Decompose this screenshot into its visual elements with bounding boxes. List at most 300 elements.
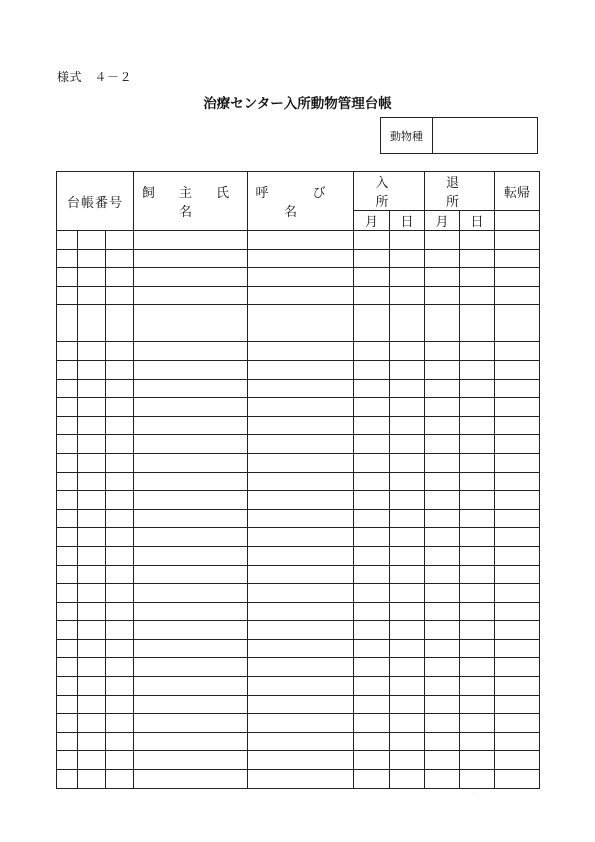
admission-day-cell[interactable] bbox=[390, 379, 425, 398]
admission-day-cell[interactable] bbox=[390, 528, 425, 547]
outcome-cell[interactable] bbox=[495, 360, 540, 379]
discharge-day-cell[interactable] bbox=[460, 453, 495, 472]
outcome-cell[interactable] bbox=[495, 472, 540, 491]
admission-day-cell[interactable] bbox=[390, 472, 425, 491]
ledger-no-cell-3[interactable] bbox=[106, 565, 134, 584]
owner-name-cell[interactable] bbox=[134, 398, 248, 417]
outcome-cell[interactable] bbox=[495, 584, 540, 603]
ledger-no-cell-1[interactable] bbox=[57, 751, 78, 770]
admission-day-cell[interactable] bbox=[390, 584, 425, 603]
discharge-day-cell[interactable] bbox=[460, 695, 495, 714]
ledger-no-cell-2[interactable] bbox=[78, 379, 106, 398]
ledger-no-cell-1[interactable] bbox=[57, 231, 78, 250]
ledger-no-cell-1[interactable] bbox=[57, 491, 78, 510]
nickname-cell[interactable] bbox=[248, 658, 354, 677]
admission-day-cell[interactable] bbox=[390, 342, 425, 361]
ledger-no-cell-2[interactable] bbox=[78, 528, 106, 547]
ledger-no-cell-2[interactable] bbox=[78, 231, 106, 250]
owner-name-cell[interactable] bbox=[134, 379, 248, 398]
ledger-no-cell-2[interactable] bbox=[78, 286, 106, 305]
ledger-no-cell-1[interactable] bbox=[57, 305, 78, 342]
discharge-month-cell[interactable] bbox=[425, 453, 460, 472]
ledger-no-cell-3[interactable] bbox=[106, 286, 134, 305]
header-admission-day: 日 bbox=[390, 211, 425, 231]
admission-month-cell[interactable] bbox=[354, 472, 390, 491]
admission-month-cell[interactable] bbox=[354, 732, 390, 751]
nickname-cell[interactable] bbox=[248, 714, 354, 733]
outcome-cell[interactable] bbox=[495, 602, 540, 621]
ledger-no-cell-1[interactable] bbox=[57, 528, 78, 547]
ledger-no-cell-2[interactable] bbox=[78, 546, 106, 565]
species-field[interactable] bbox=[433, 118, 537, 153]
owner-name-cell[interactable] bbox=[134, 677, 248, 696]
owner-name-cell[interactable] bbox=[134, 732, 248, 751]
admission-month-cell[interactable] bbox=[354, 584, 390, 603]
header-discharge: 退 所 bbox=[425, 172, 495, 211]
admission-month-cell[interactable] bbox=[354, 677, 390, 696]
owner-name-cell[interactable] bbox=[134, 435, 248, 454]
ledger-no-cell-3[interactable] bbox=[106, 360, 134, 379]
ledger-no-cell-3[interactable] bbox=[106, 472, 134, 491]
ledger-no-cell-1[interactable] bbox=[57, 416, 78, 435]
admission-day-cell[interactable] bbox=[390, 751, 425, 770]
outcome-cell[interactable] bbox=[495, 435, 540, 454]
outcome-cell[interactable] bbox=[495, 453, 540, 472]
discharge-month-cell[interactable] bbox=[425, 249, 460, 268]
admission-day-cell[interactable] bbox=[390, 286, 425, 305]
outcome-cell[interactable] bbox=[495, 268, 540, 287]
discharge-month-cell[interactable] bbox=[425, 435, 460, 454]
owner-name-cell[interactable] bbox=[134, 286, 248, 305]
ledger-no-cell-2[interactable] bbox=[78, 472, 106, 491]
owner-name-cell[interactable] bbox=[134, 770, 248, 789]
discharge-month-cell[interactable] bbox=[425, 379, 460, 398]
discharge-day-cell[interactable] bbox=[460, 268, 495, 287]
ledger-no-cell-3[interactable] bbox=[106, 435, 134, 454]
ledger-no-cell-1[interactable] bbox=[57, 268, 78, 287]
ledger-no-cell-1[interactable] bbox=[57, 584, 78, 603]
admission-day-cell[interactable] bbox=[390, 621, 425, 640]
nickname-cell[interactable] bbox=[248, 305, 354, 342]
admission-day-cell[interactable] bbox=[390, 509, 425, 528]
admission-day-cell[interactable] bbox=[390, 491, 425, 510]
ledger-no-cell-1[interactable] bbox=[57, 714, 78, 733]
admission-month-cell[interactable] bbox=[354, 231, 390, 250]
discharge-day-cell[interactable] bbox=[460, 472, 495, 491]
nickname-cell[interactable] bbox=[248, 379, 354, 398]
discharge-day-cell[interactable] bbox=[460, 639, 495, 658]
discharge-month-cell[interactable] bbox=[425, 509, 460, 528]
outcome-cell[interactable] bbox=[495, 695, 540, 714]
owner-name-cell[interactable] bbox=[134, 695, 248, 714]
admission-day-cell[interactable] bbox=[390, 677, 425, 696]
discharge-month-cell[interactable] bbox=[425, 732, 460, 751]
outcome-cell[interactable] bbox=[495, 231, 540, 250]
discharge-day-cell[interactable] bbox=[460, 398, 495, 417]
header-outcome-sub bbox=[495, 211, 540, 231]
discharge-day-cell[interactable] bbox=[460, 509, 495, 528]
admission-month-cell[interactable] bbox=[354, 398, 390, 417]
owner-name-cell[interactable] bbox=[134, 621, 248, 640]
nickname-cell[interactable] bbox=[248, 398, 354, 417]
admission-day-cell[interactable] bbox=[390, 268, 425, 287]
ledger-no-cell-1[interactable] bbox=[57, 695, 78, 714]
discharge-month-cell[interactable] bbox=[425, 770, 460, 789]
ledger-no-cell-1[interactable] bbox=[57, 546, 78, 565]
ledger-no-cell-3[interactable] bbox=[106, 528, 134, 547]
ledger-no-cell-2[interactable] bbox=[78, 584, 106, 603]
nickname-cell[interactable] bbox=[248, 677, 354, 696]
discharge-day-cell[interactable] bbox=[460, 342, 495, 361]
discharge-month-cell[interactable] bbox=[425, 231, 460, 250]
owner-name-cell[interactable] bbox=[134, 509, 248, 528]
admission-day-cell[interactable] bbox=[390, 770, 425, 789]
nickname-cell[interactable] bbox=[248, 249, 354, 268]
owner-name-cell[interactable] bbox=[134, 360, 248, 379]
owner-name-cell[interactable] bbox=[134, 231, 248, 250]
ledger-no-cell-3[interactable] bbox=[106, 677, 134, 696]
owner-name-cell[interactable] bbox=[134, 584, 248, 603]
nickname-cell[interactable] bbox=[248, 360, 354, 379]
admission-day-cell[interactable] bbox=[390, 360, 425, 379]
ledger-no-cell-1[interactable] bbox=[57, 677, 78, 696]
outcome-cell[interactable] bbox=[495, 732, 540, 751]
admission-day-cell[interactable] bbox=[390, 546, 425, 565]
discharge-day-cell[interactable] bbox=[460, 416, 495, 435]
ledger-no-cell-3[interactable] bbox=[106, 732, 134, 751]
nickname-cell[interactable] bbox=[248, 565, 354, 584]
ledger-no-cell-2[interactable] bbox=[78, 342, 106, 361]
owner-name-cell[interactable] bbox=[134, 416, 248, 435]
admission-month-cell[interactable] bbox=[354, 546, 390, 565]
discharge-day-cell[interactable] bbox=[460, 565, 495, 584]
owner-name-cell[interactable] bbox=[134, 658, 248, 677]
nickname-cell[interactable] bbox=[248, 584, 354, 603]
outcome-cell[interactable] bbox=[495, 509, 540, 528]
nickname-cell[interactable] bbox=[248, 416, 354, 435]
ledger-no-cell-3[interactable] bbox=[106, 546, 134, 565]
ledger-no-cell-3[interactable] bbox=[106, 584, 134, 603]
outcome-cell[interactable] bbox=[495, 751, 540, 770]
discharge-day-cell[interactable] bbox=[460, 249, 495, 268]
admission-month-cell[interactable] bbox=[354, 379, 390, 398]
discharge-month-cell[interactable] bbox=[425, 342, 460, 361]
ledger-no-cell-2[interactable] bbox=[78, 602, 106, 621]
nickname-cell[interactable] bbox=[248, 751, 354, 770]
admission-month-cell[interactable] bbox=[354, 305, 390, 342]
ledger-no-cell-2[interactable] bbox=[78, 658, 106, 677]
ledger-no-cell-2[interactable] bbox=[78, 677, 106, 696]
ledger-no-cell-2[interactable] bbox=[78, 268, 106, 287]
admission-month-cell[interactable] bbox=[354, 416, 390, 435]
discharge-month-cell[interactable] bbox=[425, 751, 460, 770]
ledger-no-cell-1[interactable] bbox=[57, 453, 78, 472]
ledger-no-cell-2[interactable] bbox=[78, 639, 106, 658]
ledger-no-cell-3[interactable] bbox=[106, 379, 134, 398]
ledger-no-cell-3[interactable] bbox=[106, 751, 134, 770]
ledger-no-cell-1[interactable] bbox=[57, 379, 78, 398]
admission-day-cell[interactable] bbox=[390, 639, 425, 658]
owner-name-cell[interactable] bbox=[134, 528, 248, 547]
ledger-no-cell-3[interactable] bbox=[106, 658, 134, 677]
discharge-day-cell[interactable] bbox=[460, 658, 495, 677]
ledger-no-cell-1[interactable] bbox=[57, 249, 78, 268]
admission-month-cell[interactable] bbox=[354, 770, 390, 789]
species-box bbox=[380, 117, 538, 154]
admission-month-cell[interactable] bbox=[354, 435, 390, 454]
outcome-cell[interactable] bbox=[495, 677, 540, 696]
nickname-cell[interactable] bbox=[248, 621, 354, 640]
ledger-no-cell-1[interactable] bbox=[57, 342, 78, 361]
ledger-no-cell-2[interactable] bbox=[78, 491, 106, 510]
nickname-cell[interactable] bbox=[248, 546, 354, 565]
discharge-day-cell[interactable] bbox=[460, 584, 495, 603]
ledger-no-cell-3[interactable] bbox=[106, 491, 134, 510]
nickname-cell[interactable] bbox=[248, 732, 354, 751]
outcome-cell[interactable] bbox=[495, 398, 540, 417]
discharge-day-cell[interactable] bbox=[460, 602, 495, 621]
discharge-day-cell[interactable] bbox=[460, 360, 495, 379]
admission-day-cell[interactable] bbox=[390, 231, 425, 250]
nickname-cell[interactable] bbox=[248, 231, 354, 250]
ledger-no-cell-1[interactable] bbox=[57, 658, 78, 677]
admission-day-cell[interactable] bbox=[390, 695, 425, 714]
admission-month-cell[interactable] bbox=[354, 602, 390, 621]
admission-month-cell[interactable] bbox=[354, 342, 390, 361]
admission-day-cell[interactable] bbox=[390, 416, 425, 435]
ledger-no-cell-2[interactable] bbox=[78, 398, 106, 417]
admission-month-cell[interactable] bbox=[354, 453, 390, 472]
outcome-cell[interactable] bbox=[495, 342, 540, 361]
ledger-no-cell-2[interactable] bbox=[78, 305, 106, 342]
owner-name-cell[interactable] bbox=[134, 602, 248, 621]
admission-day-cell[interactable] bbox=[390, 453, 425, 472]
discharge-day-cell[interactable] bbox=[460, 435, 495, 454]
ledger-no-cell-2[interactable] bbox=[78, 360, 106, 379]
nickname-cell[interactable] bbox=[248, 286, 354, 305]
admission-day-cell[interactable] bbox=[390, 398, 425, 417]
admission-day-cell[interactable] bbox=[390, 305, 425, 342]
ledger-no-cell-3[interactable] bbox=[106, 305, 134, 342]
discharge-month-cell[interactable] bbox=[425, 658, 460, 677]
ledger-no-cell-3[interactable] bbox=[106, 714, 134, 733]
owner-name-cell[interactable] bbox=[134, 546, 248, 565]
admission-month-cell[interactable] bbox=[354, 639, 390, 658]
ledger-no-cell-1[interactable] bbox=[57, 472, 78, 491]
outcome-cell[interactable] bbox=[495, 770, 540, 789]
admission-month-cell[interactable] bbox=[354, 714, 390, 733]
ledger-no-cell-1[interactable] bbox=[57, 565, 78, 584]
ledger-no-cell-3[interactable] bbox=[106, 453, 134, 472]
table-row bbox=[57, 621, 540, 640]
admission-month-cell[interactable] bbox=[354, 658, 390, 677]
outcome-cell[interactable] bbox=[495, 621, 540, 640]
owner-name-cell[interactable] bbox=[134, 751, 248, 770]
nickname-cell[interactable] bbox=[248, 491, 354, 510]
discharge-day-cell[interactable] bbox=[460, 286, 495, 305]
discharge-month-cell[interactable] bbox=[425, 695, 460, 714]
discharge-day-cell[interactable] bbox=[460, 751, 495, 770]
ledger-no-cell-2[interactable] bbox=[78, 695, 106, 714]
nickname-cell[interactable] bbox=[248, 528, 354, 547]
nickname-cell[interactable] bbox=[248, 695, 354, 714]
ledger-no-cell-3[interactable] bbox=[106, 770, 134, 789]
discharge-day-cell[interactable] bbox=[460, 621, 495, 640]
discharge-day-cell[interactable] bbox=[460, 379, 495, 398]
discharge-month-cell[interactable] bbox=[425, 268, 460, 287]
admission-month-cell[interactable] bbox=[354, 751, 390, 770]
nickname-cell[interactable] bbox=[248, 435, 354, 454]
ledger-no-cell-2[interactable] bbox=[78, 621, 106, 640]
discharge-month-cell[interactable] bbox=[425, 528, 460, 547]
discharge-day-cell[interactable] bbox=[460, 231, 495, 250]
discharge-month-cell[interactable] bbox=[425, 286, 460, 305]
owner-name-cell[interactable] bbox=[134, 714, 248, 733]
outcome-cell[interactable] bbox=[495, 658, 540, 677]
admission-month-cell[interactable] bbox=[354, 528, 390, 547]
owner-name-cell[interactable] bbox=[134, 268, 248, 287]
admission-day-cell[interactable] bbox=[390, 565, 425, 584]
ledger-no-cell-2[interactable] bbox=[78, 453, 106, 472]
table-row bbox=[57, 509, 540, 528]
admission-day-cell[interactable] bbox=[390, 732, 425, 751]
owner-name-cell[interactable] bbox=[134, 453, 248, 472]
discharge-day-cell[interactable] bbox=[460, 305, 495, 342]
ledger-no-cell-2[interactable] bbox=[78, 249, 106, 268]
discharge-month-cell[interactable] bbox=[425, 491, 460, 510]
outcome-cell[interactable] bbox=[495, 286, 540, 305]
ledger-no-cell-2[interactable] bbox=[78, 435, 106, 454]
admission-day-cell[interactable] bbox=[390, 714, 425, 733]
admission-month-cell[interactable] bbox=[354, 268, 390, 287]
owner-name-cell[interactable] bbox=[134, 305, 248, 342]
discharge-month-cell[interactable] bbox=[425, 416, 460, 435]
owner-name-cell[interactable] bbox=[134, 342, 248, 361]
ledger-no-cell-1[interactable] bbox=[57, 509, 78, 528]
nickname-cell[interactable] bbox=[248, 268, 354, 287]
owner-name-cell[interactable] bbox=[134, 639, 248, 658]
admission-month-cell[interactable] bbox=[354, 249, 390, 268]
ledger-no-cell-3[interactable] bbox=[106, 695, 134, 714]
discharge-month-cell[interactable] bbox=[425, 360, 460, 379]
ledger-no-cell-1[interactable] bbox=[57, 602, 78, 621]
nickname-cell[interactable] bbox=[248, 509, 354, 528]
nickname-cell[interactable] bbox=[248, 602, 354, 621]
ledger-no-cell-2[interactable] bbox=[78, 770, 106, 789]
discharge-month-cell[interactable] bbox=[425, 677, 460, 696]
admission-day-cell[interactable] bbox=[390, 249, 425, 268]
table-row bbox=[57, 416, 540, 435]
nickname-cell[interactable] bbox=[248, 770, 354, 789]
discharge-day-cell[interactable] bbox=[460, 732, 495, 751]
outcome-cell[interactable] bbox=[495, 546, 540, 565]
discharge-day-cell[interactable] bbox=[460, 491, 495, 510]
discharge-month-cell[interactable] bbox=[425, 305, 460, 342]
outcome-cell[interactable] bbox=[495, 565, 540, 584]
admission-day-cell[interactable] bbox=[390, 658, 425, 677]
discharge-month-cell[interactable] bbox=[425, 546, 460, 565]
discharge-day-cell[interactable] bbox=[460, 714, 495, 733]
outcome-cell[interactable] bbox=[495, 491, 540, 510]
nickname-cell[interactable] bbox=[248, 342, 354, 361]
discharge-day-cell[interactable] bbox=[460, 677, 495, 696]
outcome-cell[interactable] bbox=[495, 249, 540, 268]
admission-month-cell[interactable] bbox=[354, 621, 390, 640]
admission-day-cell[interactable] bbox=[390, 602, 425, 621]
admission-month-cell[interactable] bbox=[354, 565, 390, 584]
owner-name-cell[interactable] bbox=[134, 491, 248, 510]
outcome-cell[interactable] bbox=[495, 379, 540, 398]
ledger-no-cell-1[interactable] bbox=[57, 639, 78, 658]
discharge-month-cell[interactable] bbox=[425, 584, 460, 603]
outcome-cell[interactable] bbox=[495, 639, 540, 658]
owner-name-cell[interactable] bbox=[134, 472, 248, 491]
ledger-no-cell-1[interactable] bbox=[57, 398, 78, 417]
discharge-month-cell[interactable] bbox=[425, 565, 460, 584]
ledger-no-cell-3[interactable] bbox=[106, 621, 134, 640]
admission-month-cell[interactable] bbox=[354, 491, 390, 510]
ledger-no-cell-1[interactable] bbox=[57, 435, 78, 454]
admission-month-cell[interactable] bbox=[354, 509, 390, 528]
ledger-no-cell-3[interactable] bbox=[106, 249, 134, 268]
ledger-no-cell-2[interactable] bbox=[78, 751, 106, 770]
admission-month-cell[interactable] bbox=[354, 695, 390, 714]
admission-day-cell[interactable] bbox=[390, 435, 425, 454]
ledger-no-cell-1[interactable] bbox=[57, 360, 78, 379]
ledger-no-cell-3[interactable] bbox=[106, 416, 134, 435]
ledger-no-cell-2[interactable] bbox=[78, 509, 106, 528]
outcome-cell[interactable] bbox=[495, 416, 540, 435]
admission-month-cell[interactable] bbox=[354, 286, 390, 305]
discharge-month-cell[interactable] bbox=[425, 714, 460, 733]
ledger-no-cell-1[interactable] bbox=[57, 621, 78, 640]
discharge-day-cell[interactable] bbox=[460, 528, 495, 547]
discharge-day-cell[interactable] bbox=[460, 770, 495, 789]
discharge-day-cell[interactable] bbox=[460, 546, 495, 565]
ledger-no-cell-2[interactable] bbox=[78, 732, 106, 751]
owner-name-cell[interactable] bbox=[134, 565, 248, 584]
ledger-no-cell-1[interactable] bbox=[57, 732, 78, 751]
ledger-no-cell-3[interactable] bbox=[106, 602, 134, 621]
page-title: 治療センター入所動物管理台帳 bbox=[203, 96, 392, 112]
ledger-no-cell-1[interactable] bbox=[57, 286, 78, 305]
discharge-month-cell[interactable] bbox=[425, 621, 460, 640]
discharge-month-cell[interactable] bbox=[425, 602, 460, 621]
nickname-cell[interactable] bbox=[248, 453, 354, 472]
ledger-no-cell-3[interactable] bbox=[106, 639, 134, 658]
ledger-no-cell-3[interactable] bbox=[106, 268, 134, 287]
discharge-month-cell[interactable] bbox=[425, 639, 460, 658]
header-discharge-day: 日 bbox=[460, 211, 495, 231]
ledger-no-cell-3[interactable] bbox=[106, 398, 134, 417]
discharge-month-cell[interactable] bbox=[425, 398, 460, 417]
nickname-cell[interactable] bbox=[248, 472, 354, 491]
ledger-no-cell-3[interactable] bbox=[106, 342, 134, 361]
ledger-no-cell-2[interactable] bbox=[78, 714, 106, 733]
outcome-cell[interactable] bbox=[495, 714, 540, 733]
admission-month-cell[interactable] bbox=[354, 360, 390, 379]
ledger-no-cell-1[interactable] bbox=[57, 770, 78, 789]
owner-name-cell[interactable] bbox=[134, 249, 248, 268]
ledger-no-cell-3[interactable] bbox=[106, 231, 134, 250]
outcome-cell[interactable] bbox=[495, 305, 540, 342]
outcome-cell[interactable] bbox=[495, 528, 540, 547]
discharge-month-cell[interactable] bbox=[425, 472, 460, 491]
ledger-no-cell-3[interactable] bbox=[106, 509, 134, 528]
ledger-no-cell-2[interactable] bbox=[78, 565, 106, 584]
ledger-no-cell-2[interactable] bbox=[78, 416, 106, 435]
nickname-cell[interactable] bbox=[248, 639, 354, 658]
